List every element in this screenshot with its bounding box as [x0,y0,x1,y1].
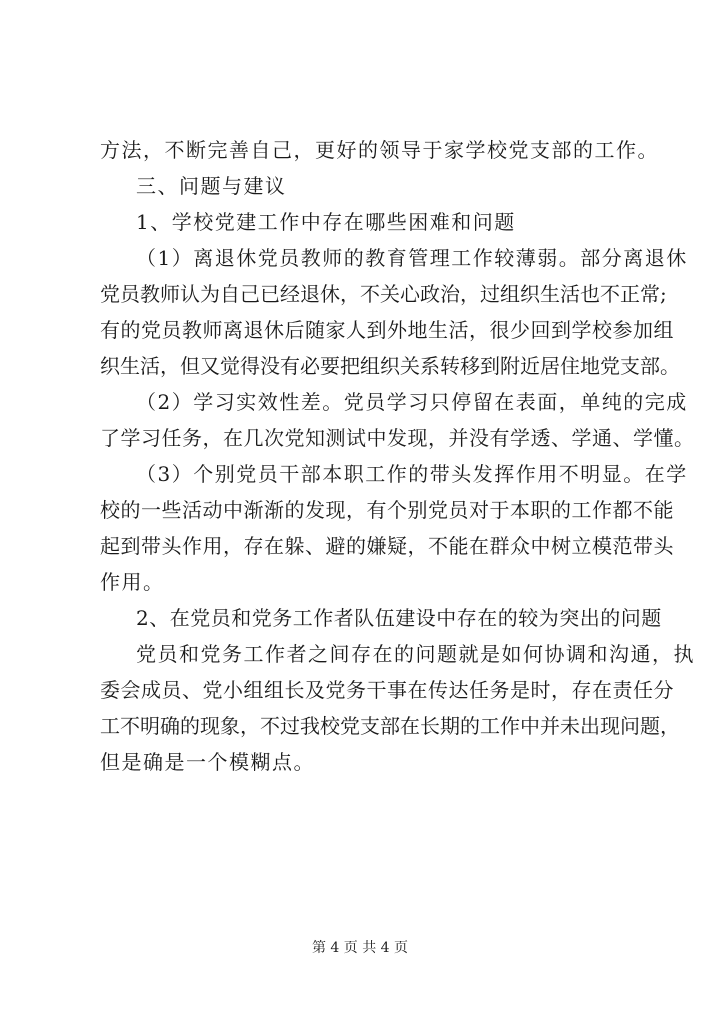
text-line: 有的党员教师离退休后随家人到外地生活，很少回到学校参加组 [100,318,674,342]
subsection-heading: 1、学校党建工作中存在哪些困难和问题 [136,210,516,234]
text-line: 起到带头作用，存在躲、避的嫌疑，不能在群众中树立模范带头 [100,534,674,558]
page-footer: 第 4 页 共 4 页 [311,940,409,956]
text-line: 方法，不断完善自己，更好的领导于家学校党支部的工作。 [100,138,659,162]
text-line: 作用。 [100,570,165,594]
text-line: （2）学习实效性差。党员学习只停留在表面，单纯的完成 [136,390,688,414]
text-line: 党员教师认为自己已经退休，不关心政治，过组织生活也不正常; [100,282,667,306]
subsection-heading: 2、在党员和党务工作者队伍建设中存在的较为突出的问题 [136,606,662,630]
text-line: 校的一些活动中渐渐的发现，有个别党员对于本职的工作都不能 [100,498,674,522]
text-line: 但是确是一个模糊点。 [100,750,315,774]
text-line: （3）个别党员干部本职工作的带头发挥作用不明显。在学 [136,462,688,486]
text-line: 党员和党务工作者之间存在的问题就是如何协调和沟通，执 [136,642,695,666]
text-line: 织生活，但又觉得没有必要把组织关系转移到附近居住地党支部。 [100,354,680,378]
text-line: 了学习任务，在几次党知测试中发现，并没有学透、学通、学懂。 [100,426,695,450]
section-heading: 三、问题与建议 [136,174,287,198]
text-line: （1）离退休党员教师的教育管理工作较薄弱。部分离退休 [136,246,688,270]
text-line: 委会成员、党小组组长及党务干事在传达任务是时，存在责任分 [100,678,674,702]
text-line: 工不明确的现象，不过我校党支部在长期的工作中并未出现问题， [100,714,680,738]
